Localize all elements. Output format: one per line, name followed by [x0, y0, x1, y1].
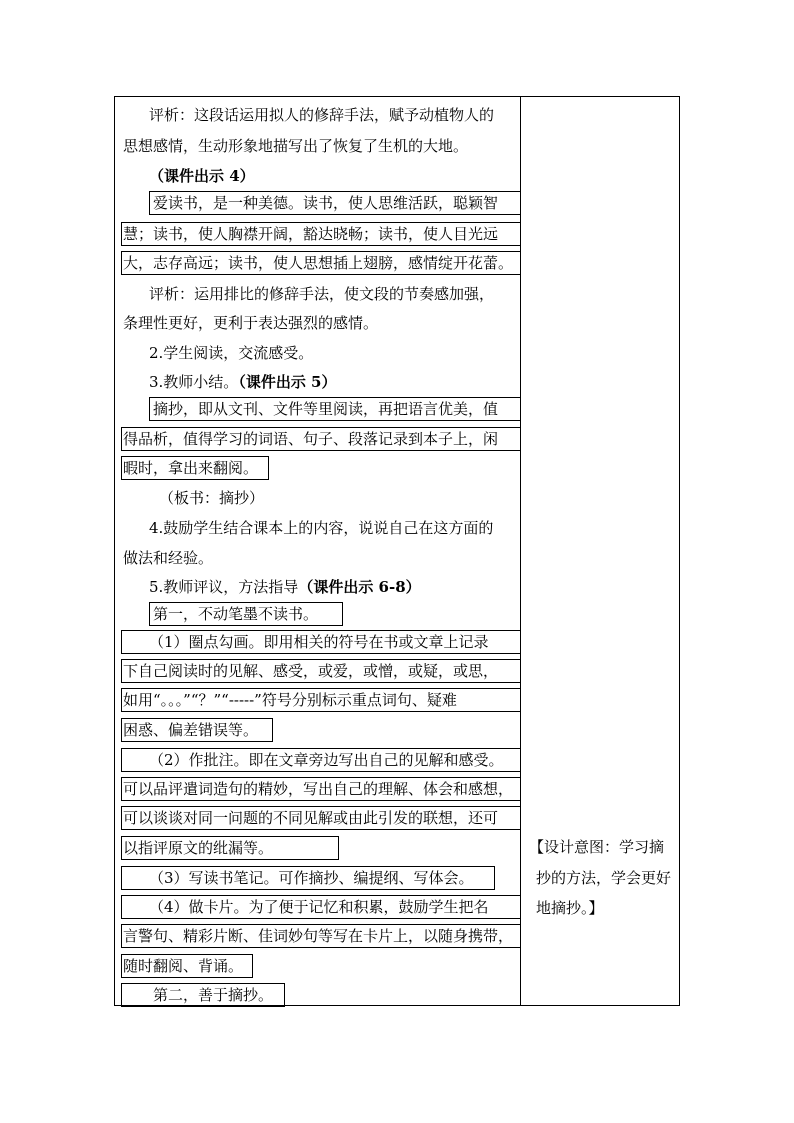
commentary-line: 思想感情，生动形象地描写出了恢复了生机的大地。	[123, 137, 469, 155]
step-text: 5.教师评议，方法指导	[149, 578, 299, 596]
design-intent-line: 抄的方法，学会更好	[536, 869, 672, 887]
courseware-label: （课件出示 6-8）	[298, 578, 421, 596]
method-heading: 第二，善于摘抄。	[153, 986, 274, 1004]
method-line: （1）圈点勾画。即用相关的符号在书或文章上记录	[149, 633, 489, 651]
quote-line: 摘抄，即从文刊、文件等里阅读，再把语言优美，值	[153, 400, 499, 418]
method-line: 可以谈谈对同一问题的不同见解或由此引发的联想，还可	[123, 809, 499, 827]
commentary-line: 条理性更好，更利于表达强烈的感情。	[123, 314, 379, 332]
commentary-line: 评析：运用排比的修辞手法，使文段的节奏感加强，	[149, 285, 495, 303]
quote-line: 大，志存高远；读书，使人思想插上翅膀，感情绽开花蕾。	[123, 254, 514, 272]
design-intent-line: 【设计意图：学习摘	[529, 838, 665, 856]
method-line: （2）作批注。即在文章旁边写出自己的见解和感受。	[149, 751, 504, 769]
quote-line: 爱读书，是一种美德。读书，使人思维活跃，聪颖智	[153, 194, 499, 212]
step-line: 2.学生阅读，交流感受。	[149, 344, 314, 362]
method-line: 以指评原文的纰漏等。	[123, 839, 274, 857]
step-line: 做法和经验。	[123, 549, 214, 567]
quote-line: 暇时，拿出来翻阅。	[123, 459, 259, 477]
commentary-line: 评析：这段话运用拟人的修辞手法，赋予动植物人的	[149, 106, 495, 124]
method-line: （4）做卡片。为了便于记忆和积累，鼓励学生把名	[149, 898, 489, 916]
method-line: 随时翻阅、背诵。	[123, 957, 244, 975]
method-line: 下自己阅读时的见解、感受，或爱，或憎，或疑，或思，	[123, 662, 499, 680]
step-line	[149, 577, 421, 597]
step-text: 3.教师小结。	[149, 373, 239, 391]
method-heading: 第一，不动笔墨不读书。	[153, 605, 319, 623]
quote-line: 得品析，值得学习的词语、句子、段落记录到本子上，闲	[123, 430, 499, 448]
method-line: （3）写读书笔记。可作摘抄、编提纲、写体会。	[149, 869, 474, 887]
method-line: 如用“。。。”“？”“-----”符号分别标示重点词句、疑难	[123, 691, 457, 709]
courseware-label: （课件出示 5）	[238, 373, 337, 391]
step-line: 4.鼓励学生结合课本上的内容，说说自己在这方面的	[149, 519, 494, 537]
step-line	[149, 372, 336, 392]
method-line: 困惑、偏差错误等。	[123, 721, 259, 739]
method-line: 言警句、精彩片断、佳词妙句等写在卡片上，以随身携带，	[123, 927, 514, 945]
lesson-table	[114, 96, 680, 1006]
design-intent-line: 地摘抄。】	[536, 899, 604, 917]
board-note: （板书：摘抄）	[159, 489, 265, 507]
method-line: 可以品评遣词造句的精妙，写出自己的理解、体会和感想，	[123, 780, 514, 798]
quote-line: 慧；读书，使人胸襟开阔，豁达晓畅；读书，使人目光远	[123, 225, 499, 243]
courseware-label: （课件出示 4）	[149, 167, 255, 185]
